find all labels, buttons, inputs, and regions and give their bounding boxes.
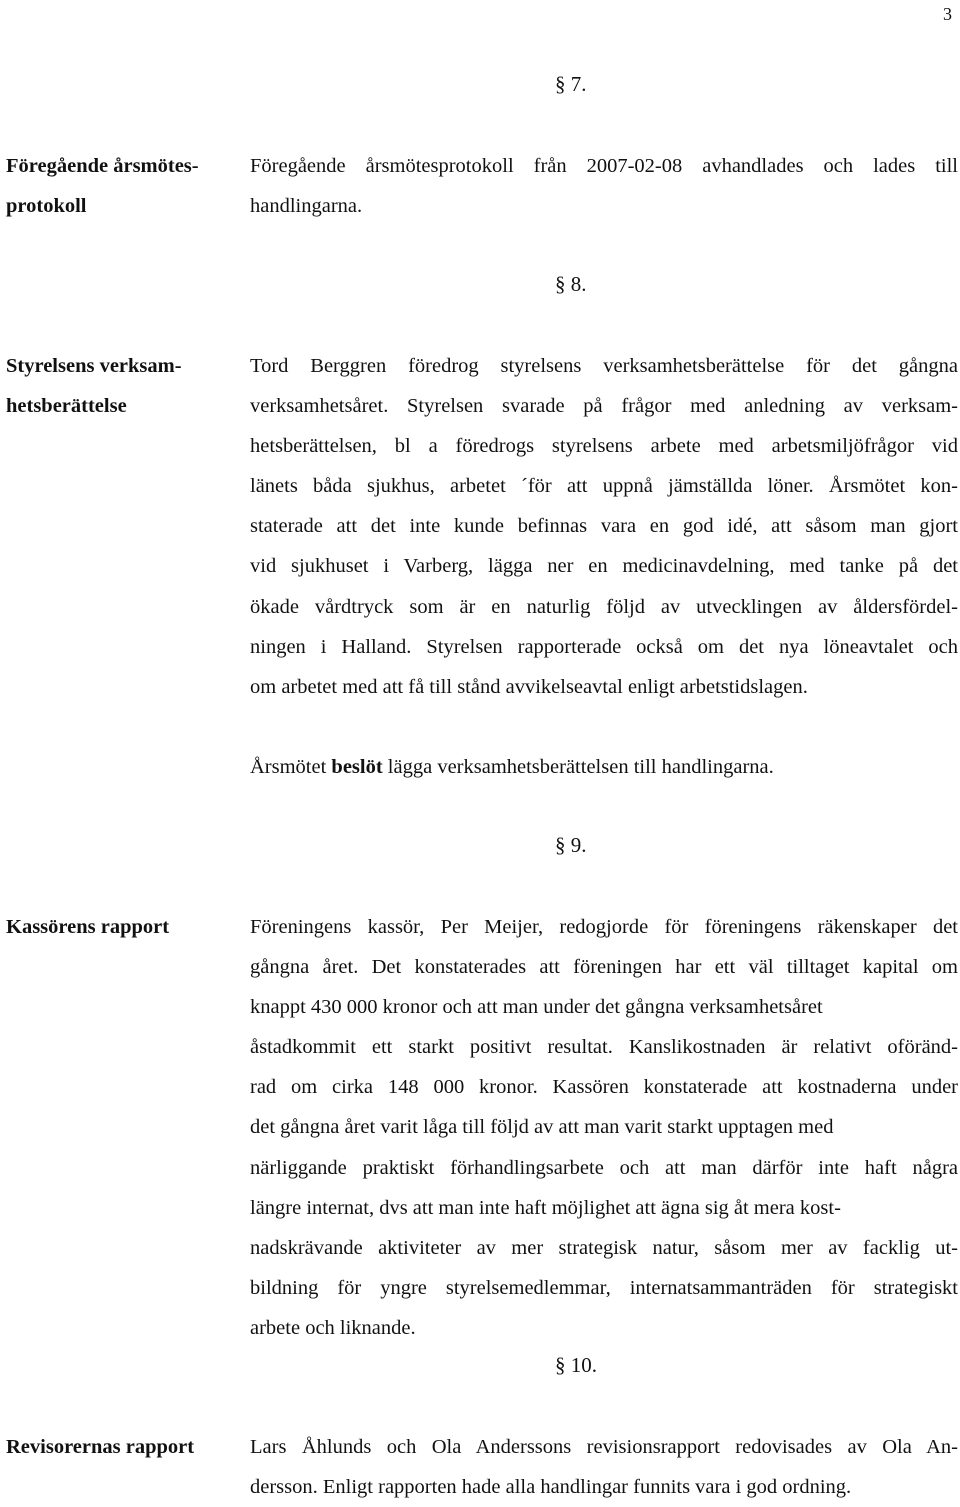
label-line: hetsberättelse — [6, 395, 127, 417]
section-heading-8: § 8. — [555, 272, 587, 296]
section-body-10 — [250, 1427, 958, 1507]
section-body-8 — [250, 346, 958, 787]
body-line: åstadkommit ett starkt positivt resultat. Kanslikostnaden är relativt oföränd- — [250, 1036, 958, 1059]
body-line: Föregående årsmötesprotokoll från 2007-02-08 avhandlades och lades till — [250, 155, 958, 177]
section-label-8 — [6, 346, 182, 426]
body-line: ningen i Halland. Styrelsen rapporterade också om det nya löneavtalet och — [250, 635, 958, 658]
label-line: protokoll — [6, 195, 87, 217]
label-line: Revisorernas rapport — [6, 1436, 195, 1458]
body-line: gångna året. Det konstaterades att föreningen har ett väl tilltaget kapital om — [250, 956, 958, 979]
label-line: Föregående årsmötes- — [6, 155, 199, 177]
body-line: närliggande praktiskt förhandlingsarbete och att man därför inte haft några — [250, 1156, 958, 1179]
body-line: nadskrävande aktiviteter av mer strategisk natur, såsom mer av facklig ut- — [250, 1236, 958, 1259]
section-label-9 — [6, 907, 169, 947]
section-body-7 — [250, 146, 958, 226]
page-number: 3 — [943, 4, 952, 24]
section-heading-9: § 9. — [555, 833, 587, 857]
section-label-10 — [6, 1427, 194, 1467]
body-line: knappt 430 000 kronor och att man under det gångna verksamhetsåret — [250, 996, 823, 1019]
body-line: länets båda sjukhus, arbetet ´för att uppnå jämställda löner. Årsmötet kon- — [250, 475, 958, 498]
body-line: ökade vårdtryck som är en naturlig följd av utvecklingen av åldersfördel- — [250, 595, 958, 618]
body-line: arbete och liknande. — [250, 1316, 416, 1339]
body-line: verksamhetsåret. Styrelsen svarade på frågor med anledning av verksam- — [250, 395, 958, 418]
section-heading-7: § 7. — [555, 72, 587, 96]
section-body-9 — [250, 907, 958, 1348]
body-line: rad om cirka 148 000 kronor. Kassören konstaterade att kostnaderna under — [250, 1076, 958, 1099]
decision-prefix: Årsmötet — [250, 755, 332, 778]
body-line: staterade att det inte kunde befinnas vara en god idé, att såsom man gjort — [250, 515, 958, 538]
body-line: dersson. Enligt rapporten hade alla handlingar funnits vara i god ordning. — [250, 1476, 852, 1499]
body-line: vid sjukhuset i Varberg, lägga ner en medicinavdelning, med tanke på det — [250, 555, 958, 578]
body-line: Tord Berggren föredrog styrelsens verksamhetsberättelse för det gångna — [250, 355, 958, 377]
body-line: hetsberättelsen, bl a föredrogs styrelsens arbete med arbetsmiljöfrågor vid — [250, 435, 958, 458]
body-line: handlingarna. — [250, 195, 363, 218]
decision-keyword: beslöt — [331, 755, 383, 778]
label-line: Kassörens rapport — [6, 916, 170, 938]
section-heading-10: § 10. — [555, 1353, 597, 1377]
body-line: längre internat, dvs att man inte haft möjlighet att ägna sig åt mera kost- — [250, 1196, 841, 1219]
decision-suffix: lägga verksamhetsberättelsen till handlingarna. — [382, 755, 774, 778]
body-line: Lars Åhlunds och Ola Anderssons revisionsrapport redovisades av Ola An- — [250, 1436, 958, 1458]
body-line: bildning för yngre styrelsemedlemmar, internatsammanträden för strategiskt — [250, 1276, 958, 1299]
body-line: Föreningens kassör, Per Meijer, redogjorde för föreningens räkenskaper det — [250, 916, 958, 938]
body-line: om arbetet med att få till stånd avvikelseavtal enligt arbetstidslagen. — [250, 675, 808, 698]
section-label-7 — [6, 146, 199, 226]
body-line: det gångna året varit låga till följd av att man varit starkt upptagen med — [250, 1116, 834, 1139]
decision-line — [250, 747, 958, 787]
label-line: Styrelsens verksam- — [6, 355, 182, 377]
